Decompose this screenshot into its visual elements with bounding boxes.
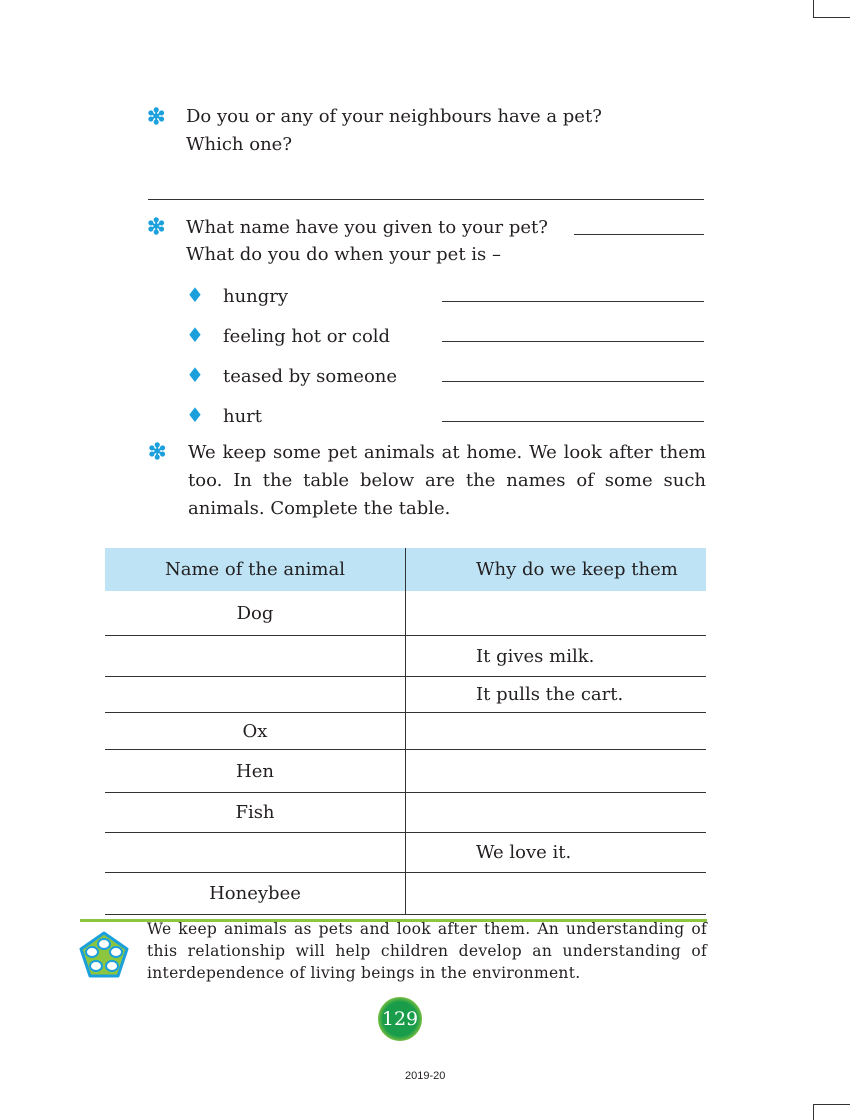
table-row (105, 793, 706, 833)
diamond-bullet-icon: ♦ (186, 403, 204, 427)
header-animal: Name of the animal (105, 548, 406, 591)
reason-cell[interactable]: It pulls the cart. (476, 684, 624, 705)
reason-cell[interactable] (406, 873, 706, 914)
table-header (105, 548, 706, 591)
table-row (105, 713, 706, 750)
page-number-badge (378, 997, 422, 1041)
question-text: What name have you given to your pet? (186, 217, 548, 238)
question-text: What do you do when your pet is – (186, 244, 501, 265)
snowflake-bullet-icon: ❇ (147, 104, 166, 130)
question-text: Which one? (186, 134, 292, 155)
diamond-bullet-icon: ♦ (186, 363, 204, 387)
year-label: 2019-20 (405, 1070, 446, 1082)
snowflake-bullet-icon: ❇ (148, 439, 167, 465)
animal-cell[interactable] (105, 677, 406, 712)
teacher-note: We keep animals as pets and look after them. An understanding of this relationship will help children develop an understanding of interdependence of living beings in the environment. (147, 920, 707, 982)
animal-cell[interactable]: Honeybee (105, 873, 406, 914)
animal-cell[interactable] (105, 636, 406, 676)
flower-icon (79, 931, 129, 979)
reason-cell[interactable] (406, 591, 706, 635)
animal-cell[interactable] (105, 833, 406, 872)
answer-line[interactable] (442, 301, 704, 302)
snowflake-bullet-icon: ❇ (147, 214, 166, 240)
question-text: We keep some pet animals at home. We look after them too. In the table below are the names of some such animals. Complete the table. (188, 442, 706, 519)
reason-cell[interactable] (406, 713, 706, 749)
answer-line[interactable] (442, 381, 704, 382)
table-row (105, 677, 706, 713)
reason-cell[interactable] (406, 793, 706, 832)
table-row (105, 636, 706, 677)
list-item: teased by someone (223, 366, 398, 387)
table-row (105, 873, 706, 915)
list-item: feeling hot or cold (223, 326, 391, 347)
reason-cell[interactable]: We love it. (476, 842, 572, 863)
page-number: 129 (381, 1008, 419, 1030)
animal-cell[interactable]: Fish (105, 793, 406, 832)
table-row (105, 591, 706, 636)
diamond-bullet-icon: ♦ (186, 323, 204, 347)
header-reason: Why do we keep them (476, 559, 678, 580)
animal-cell[interactable]: Hen (105, 750, 406, 792)
answer-line[interactable] (442, 341, 704, 342)
question-text: Do you or any of your neighbours have a pet? (186, 106, 602, 127)
reason-cell[interactable]: It gives milk. (476, 645, 595, 667)
table-row (105, 833, 706, 873)
reason-cell[interactable] (406, 750, 706, 792)
answer-line[interactable] (442, 421, 704, 422)
list-item: hungry (223, 286, 289, 307)
answer-line[interactable] (148, 199, 704, 200)
pets-table (105, 548, 706, 915)
diamond-bullet-icon: ♦ (186, 283, 204, 307)
animal-cell[interactable]: Dog (105, 591, 406, 635)
animal-cell[interactable]: Ox (105, 713, 406, 749)
crop-mark (813, 1104, 850, 1120)
table-row (105, 750, 706, 793)
crop-mark (813, 0, 850, 18)
pet-name-answer-line[interactable] (574, 234, 704, 235)
list-item: hurt (223, 406, 263, 427)
